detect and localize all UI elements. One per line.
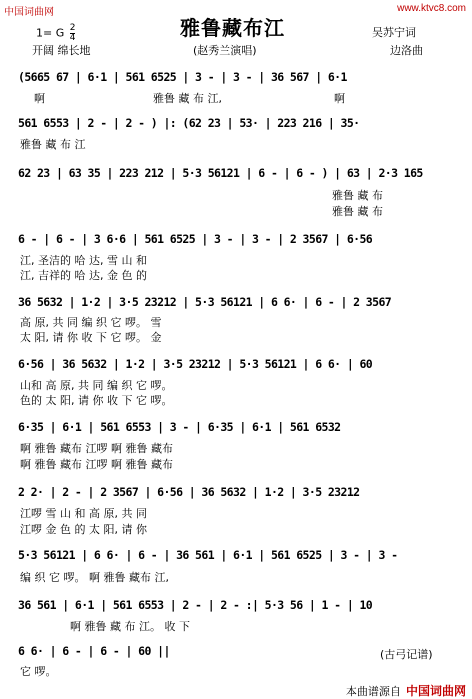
watermark-left: 中国词曲网: [4, 7, 54, 18]
meter-numerator: 2: [69, 23, 76, 33]
score-row-2-notes: 561 6553 | 2 - | 2 - ) |: (62 23 | 53· | 223 216 | 35·: [18, 116, 360, 130]
transcriber-note: (古弓记谱): [380, 648, 433, 661]
score-row-8-lyric-a: 江啰 雪 山 和 高 原, 共 同: [20, 507, 147, 520]
song-title: 雅鲁藏布江: [180, 16, 285, 40]
score-row-1-notes: (5665 67 | 6·1 | 561 6525 | 3 - | 3 - | 36 567 | 6·1: [18, 70, 347, 84]
footer-site[interactable]: 中国词曲网: [405, 684, 466, 698]
score-row-5-notes: 36 5632 | 1·2 | 3·5 23212 | 5·3 56121 | 6 6· | 6 - | 2 3567: [18, 295, 392, 309]
score-row-3-lyric-b: 雅鲁 藏 布: [332, 205, 383, 218]
score-row-5-lyric-a: 高 原, 共 同 编 织 它 啰。 雪: [20, 316, 162, 329]
score-row-4-lyric-a: 江, 圣洁的 哈 达, 雪 山 和: [20, 254, 147, 267]
score-row-8-lyric-b: 江啰 金 色 的 太 阳, 请 你: [20, 523, 147, 536]
score-row-10-notes: 36 561 | 6·1 | 561 6553 | 2 - | 2 - :| 5·3 56 | 1 - | 10: [18, 598, 373, 612]
score-row-6-lyric-b: 色的 太 阳, 请 你 收 下 它 啰。: [20, 394, 173, 407]
score-row-10-lyric: 啊 雅鲁 藏 布 江。 收 下: [70, 620, 190, 633]
score-row-3-lyric-a: 雅鲁 藏 布: [332, 189, 383, 202]
score-row-11-notes: 6 6· | 6 - | 6 - | 60 ||: [18, 644, 170, 658]
score-row-3-notes: 62 23 | 63 35 | 223 212 | 5·3 56121 | 6 - | 6 - ) | 63 | 2·3 165: [18, 166, 423, 180]
score-row-9-lyric: 编 织 它 啰。 啊 雅鲁 藏布 江,: [20, 571, 169, 584]
score-row-5-lyric-b: 太 阳, 请 你 收 下 它 啰。 金: [20, 331, 162, 344]
score-row-8-notes: 2 2· | 2 - | 2 3567 | 6·56 | 36 5632 | 1·2 | 3·5 23212: [18, 485, 360, 499]
score-row-4-lyric-b: 江, 吉祥的 哈 达, 金 色 的: [20, 269, 147, 282]
score-row-1-lyric-c: 啊: [334, 92, 345, 105]
score-row-6-notes: 6·56 | 36 5632 | 1·2 | 3·5 23212 | 5·3 56121 | 6 6· | 60: [18, 357, 373, 371]
footer-label: 本曲谱源自: [345, 685, 401, 698]
composer-credit: 边洛曲: [390, 44, 423, 57]
score-row-7-notes: 6·35 | 6·1 | 561 6553 | 3 - | 6·35 | 6·1 | 561 6532: [18, 420, 341, 434]
score-row-1-lyric-b: 雅鲁 藏 布 江,: [153, 92, 222, 105]
lyricist-credit: 吴苏宁词: [372, 26, 416, 39]
watermark-right: www.ktvc8.com: [397, 3, 466, 14]
score-row-6-lyric-a: 山和 高 原, 共 同 编 织 它 啰。: [20, 379, 173, 392]
score-row-7-lyric-a: 啊 雅鲁 藏布 江啰 啊 雅鲁 藏布: [20, 442, 173, 455]
key-text: 1= G: [36, 26, 65, 40]
score-row-2-lyric: 雅鲁 藏 布 江: [20, 138, 86, 151]
meter-denominator: 4: [69, 33, 76, 43]
score-row-7-lyric-b: 啊 雅鲁 藏布 江啰 啊 雅鲁 藏布: [20, 458, 173, 471]
score-row-9-notes: 5·3 56121 | 6 6· | 6 - | 36 561 | 6·1 | 561 6525 | 3 - | 3 -: [18, 548, 398, 562]
performer-credit: (赵秀兰演唱): [193, 44, 257, 57]
key-signature: [36, 24, 75, 43]
score-row-4-notes: 6 - | 6 - | 3 6·6 | 561 6525 | 3 - | 3 - | 2 3567 | 6·56: [18, 232, 373, 246]
score-row-1-lyric-a: 啊: [34, 92, 45, 105]
tempo-marking: 开阔 绵长地: [32, 44, 91, 57]
score-row-11-lyric: 它 啰。: [20, 665, 57, 678]
footer: [346, 680, 466, 699]
time-signature: [70, 24, 76, 43]
